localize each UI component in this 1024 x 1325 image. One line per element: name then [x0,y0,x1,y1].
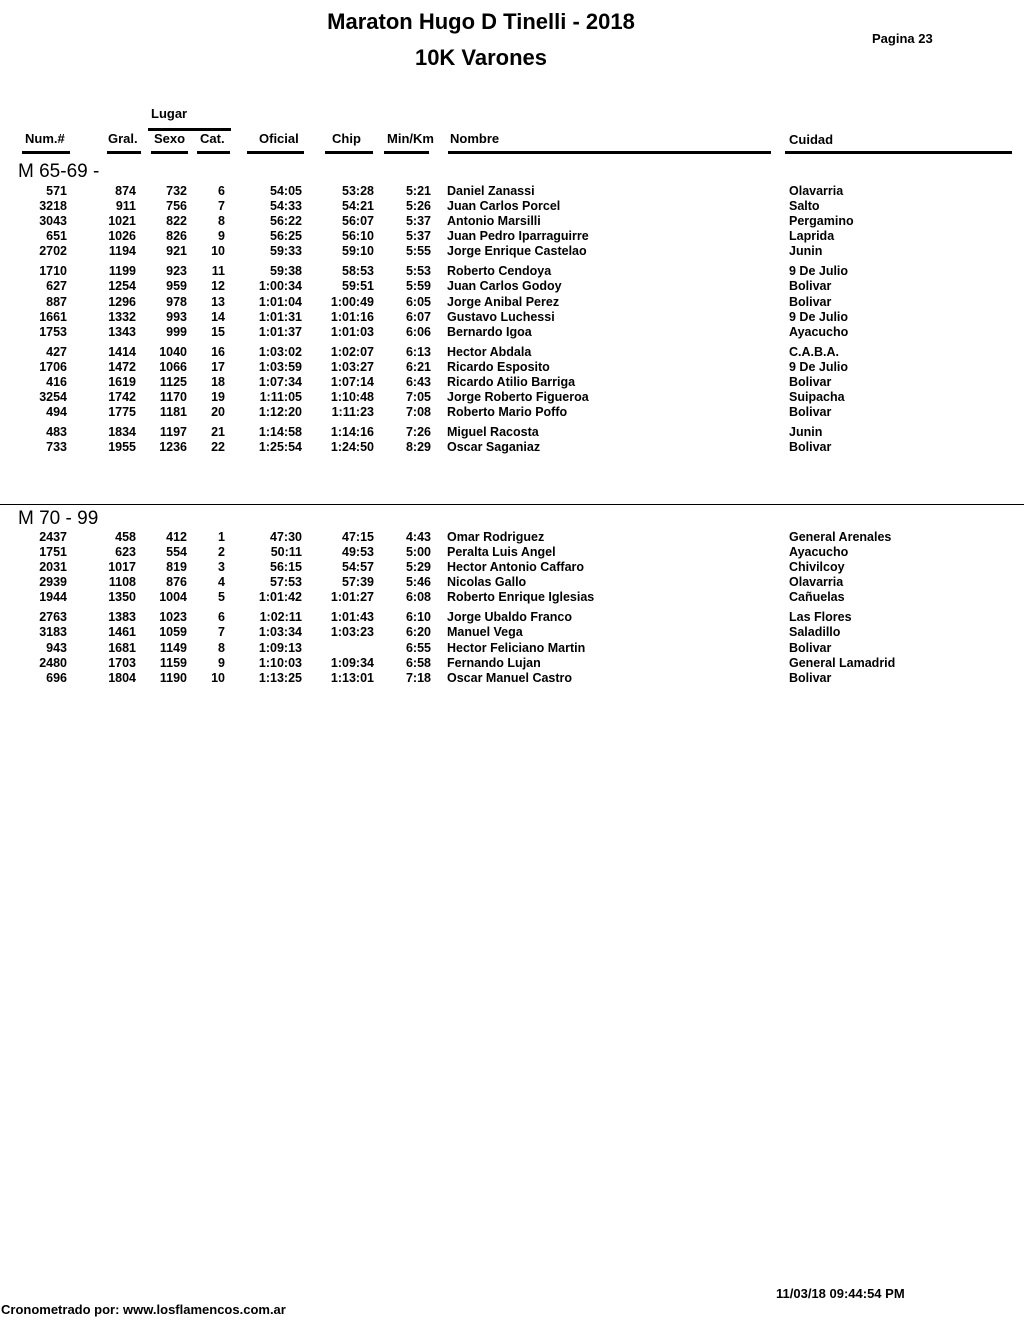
cell-chip: 1:01:43 [330,610,374,625]
cell-nombre: Gustavo Luchessi [447,309,555,324]
cell-minkm: 6:10 [405,610,431,625]
cell-cat: 18 [211,374,225,389]
cell-cat: 15 [211,324,225,339]
cell-num: 3218 [39,199,67,214]
cell-sexo: 412 [166,530,187,544]
cell-ciudad: 9 De Julio [789,264,849,279]
cell-sexo: 1040 [159,344,187,359]
cell-gral: 1343 [108,324,136,339]
cell-ciudad: Salto [789,199,820,214]
cell-nombre: Ricardo Atilio Barriga [447,374,576,389]
cell-oficial: 1:02:11 [259,610,302,625]
table-row [0,295,1024,310]
cell-num: 2031 [39,560,67,575]
cell-chip: 58:53 [342,264,374,279]
cell-gral: 1021 [108,214,136,229]
cell-gral: 1461 [108,625,136,640]
cell-minkm: 6:07 [405,309,431,324]
cell-sexo: 826 [166,229,187,244]
cell-oficial: 1:01:31 [258,309,302,324]
cell-num: 887 [46,294,67,309]
cell-gral: 1834 [108,424,136,439]
cell-oficial: 1:07:34 [258,374,302,389]
cell-ciudad: Bolivar [789,640,832,655]
cell-minkm: 5:37 [405,214,431,229]
cell-nombre: Omar Rodriguez [447,530,545,544]
col-header-minkm: Min/Km [387,131,434,146]
cell-nombre: Hector Abdala [447,344,532,359]
cell-minkm: 6:43 [405,374,431,389]
cell-chip: 53:28 [342,184,374,198]
cell-cat: 9 [218,655,225,670]
table-row [0,279,1024,294]
cell-oficial: 54:05 [270,184,302,198]
cell-nombre: Antonio Marsilli [447,214,541,229]
cell-ciudad: Olavarria [789,575,844,590]
cell-minkm: 4:43 [405,530,431,544]
cell-oficial: 56:15 [270,560,302,575]
nombre-underline [448,151,771,154]
cell-oficial: 1:03:02 [258,344,302,359]
table-row [0,530,1024,545]
col-header-lugar: Lugar [151,106,188,121]
cell-sexo: 1125 [159,374,187,389]
cell-oficial: 1:11:05 [259,389,302,404]
ciudad-underline [785,151,1012,154]
cell-ciudad: Junin [789,424,823,439]
cell-oficial: 1:03:34 [258,625,302,640]
cell-ciudad: Bolivar [789,374,832,389]
table-row [0,425,1024,440]
cell-cat: 14 [211,309,225,324]
cell-nombre: Jorge Enrique Castelao [447,244,587,259]
page-subtitle: 10K Varones [414,45,548,70]
cell-oficial: 47:30 [270,530,302,544]
cell-chip: 1:24:50 [330,440,374,454]
cell-oficial: 50:11 [270,545,302,560]
cell-oficial: 1:00:34 [258,279,302,294]
cell-oficial: 59:38 [270,264,302,279]
cell-oficial: 1:09:13 [258,640,302,655]
cell-gral: 1108 [108,575,136,590]
table-row [0,214,1024,229]
cell-sexo: 999 [166,324,187,339]
table-row [0,590,1024,605]
cell-chip: 54:21 [342,199,374,214]
cell-num: 494 [46,405,67,419]
cell-sexo: 959 [166,279,187,294]
cell-ciudad: Ayacucho [789,545,849,560]
cell-minkm: 5:46 [405,575,431,590]
cell-chip: 1:09:34 [330,655,374,670]
cell-nombre: Jorge Ubaldo Franco [447,610,573,625]
cell-num: 2702 [39,244,67,259]
cell-num: 1710 [39,264,67,279]
cell-sexo: 822 [166,214,187,229]
cell-nombre: Fernando Lujan [447,655,541,670]
cell-minkm: 6:08 [405,590,431,605]
cell-num: 651 [46,229,67,244]
cell-sexo: 1059 [159,625,187,640]
cell-gral: 874 [115,184,136,198]
cell-sexo: 1149 [159,640,187,655]
cell-minkm: 7:05 [405,389,431,404]
cell-chip: 1:03:23 [330,625,374,640]
cell-chip: 47:15 [342,530,374,544]
cell-nombre: Roberto Mario Poffo [447,405,568,419]
table-row [0,440,1024,455]
cell-cat: 8 [218,214,225,229]
cell-gral: 1703 [108,655,136,670]
cell-gral: 1254 [108,279,136,294]
cell-num: 1661 [39,309,67,324]
cell-ciudad: 9 De Julio [789,309,849,324]
cell-num: 483 [46,424,67,439]
cell-ciudad: Olavarria [789,184,844,198]
table-row [0,264,1024,279]
cell-num: 2939 [39,575,67,590]
page-title: Maraton Hugo D Tinelli - 2018 [327,9,635,34]
category-title: M 65-69 - [18,161,100,182]
cell-cat: 9 [218,229,225,244]
cell-num: 2437 [39,530,67,544]
cell-num: 696 [46,670,67,685]
cell-minkm: 5:21 [405,184,431,198]
col-header-ciudad: Cuidad [789,132,834,147]
cell-cat: 2 [218,545,225,560]
cell-gral: 1296 [108,294,136,309]
cell-minkm: 5:59 [405,279,431,294]
cell-minkm: 8:29 [405,440,431,454]
cell-nombre: Juan Carlos Porcel [447,199,561,214]
cell-minkm: 5:37 [405,229,431,244]
cell-ciudad: 9 De Julio [789,359,849,374]
cell-cat: 3 [218,560,225,575]
cell-minkm: 7:08 [405,405,431,419]
cell-cat: 19 [211,389,225,404]
category-title: M 70 - 99 [18,508,99,529]
col-header-nombre: Nombre [450,131,500,146]
cell-sexo: 993 [166,309,187,324]
cell-gral: 1681 [108,640,136,655]
cell-nombre: Nicolas Gallo [447,575,527,590]
cell-ciudad: Ayacucho [789,324,849,339]
cell-nombre: Roberto Cendoya [447,264,552,279]
cell-nombre: Juan Pedro Iparraguirre [447,229,589,244]
cell-ciudad: Junin [789,244,823,259]
print-timestamp: 11/03/18 09:44:54 PM [776,1286,905,1301]
cell-num: 1753 [39,324,67,339]
cell-cat: 17 [211,359,225,374]
cell-chip: 1:01:27 [330,590,374,605]
table-row [0,184,1024,199]
table-row [0,405,1024,420]
col-header-gral: Gral. [108,131,138,146]
cell-chip: 59:51 [342,279,374,294]
cell-ciudad: Las Flores [789,610,852,625]
col-header-cat: Cat. [200,131,225,146]
cell-num: 627 [46,279,67,294]
cell-ciudad: General Arenales [789,530,892,544]
cell-sexo: 923 [166,264,187,279]
cell-num: 427 [46,344,67,359]
cell-gral: 1017 [108,560,136,575]
cell-oficial: 1:01:42 [258,590,302,605]
cell-gral: 911 [115,199,136,214]
timing-credit: Cronometrado por: www.losflamencos.com.ar [1,1302,286,1317]
cell-cat: 7 [218,625,225,640]
cell-cat: 10 [211,670,225,685]
cell-chip: 49:53 [342,545,374,560]
cell-chip: 1:07:14 [330,374,374,389]
cell-num: 2480 [39,655,67,670]
cell-chip: 1:10:48 [330,389,374,404]
cell-cat: 7 [218,199,225,214]
cell-nombre: Miguel Racosta [447,424,539,439]
cell-gral: 1472 [108,359,136,374]
cell-gral: 1955 [108,440,136,454]
col-header-sexo: Sexo [154,131,186,146]
cell-num: 1944 [39,590,67,605]
cell-oficial: 56:25 [270,229,302,244]
chip-underline [325,151,373,154]
cell-nombre: Juan Carlos Godoy [447,279,562,294]
minkm-underline [384,151,429,154]
cat-underline [197,151,230,154]
cell-sexo: 1190 [159,670,187,685]
cell-sexo: 1004 [159,590,187,605]
cell-gral: 458 [115,530,136,544]
cell-num: 3254 [39,389,67,404]
cell-oficial: 1:13:25 [258,670,302,685]
cell-gral: 1742 [108,389,136,404]
cell-ciudad: Bolivar [789,405,832,419]
cell-gral: 1383 [108,610,136,625]
cell-ciudad: Laprida [789,229,835,244]
cell-ciudad: Bolivar [789,294,832,309]
cell-minkm: 6:05 [405,294,431,309]
cell-cat: 13 [211,294,225,309]
cell-cat: 22 [211,440,225,454]
cell-ciudad: Bolivar [789,670,832,685]
cell-sexo: 756 [166,199,187,214]
cell-cat: 20 [211,405,225,419]
cell-nombre: Ricardo Esposito [447,359,550,374]
cell-ciudad: Cañuelas [789,590,845,605]
cell-sexo: 1023 [159,610,187,625]
cell-nombre: Oscar Saganiaz [447,440,541,454]
cell-nombre: Roberto Enrique Iglesias [447,590,595,605]
cell-cat: 6 [218,184,225,198]
cell-cat: 12 [211,279,225,294]
cell-chip: 56:10 [342,229,374,244]
cell-ciudad: Bolivar [789,440,832,454]
cell-ciudad: Saladillo [789,625,841,640]
cell-minkm: 6:06 [405,324,431,339]
cell-sexo: 921 [166,244,187,259]
col-header-num: Num.# [25,131,65,146]
table-row [0,325,1024,340]
cell-oficial: 1:12:20 [258,405,302,419]
cell-cat: 21 [211,424,225,439]
table-row [0,641,1024,656]
cell-minkm: 6:55 [405,640,431,655]
cell-sexo: 554 [166,545,187,560]
cell-cat: 4 [218,575,225,590]
cell-gral: 1804 [108,670,136,685]
cell-sexo: 876 [166,575,187,590]
cell-nombre: Manuel Vega [447,625,523,640]
cell-minkm: 5:26 [405,199,431,214]
cell-chip: 54:57 [342,560,374,575]
cell-sexo: 1197 [159,424,187,439]
cell-oficial: 1:14:58 [258,424,302,439]
cell-chip: 1:02:07 [330,344,374,359]
table-row [0,310,1024,325]
cell-gral: 1619 [108,374,136,389]
cell-ciudad: General Lamadrid [789,655,896,670]
cell-gral: 1775 [108,405,136,419]
table-row [0,229,1024,244]
col-header-oficial: Oficial [259,131,299,146]
table-row [0,575,1024,590]
cell-cat: 8 [218,640,225,655]
cell-num: 3043 [39,214,67,229]
cell-cat: 11 [211,264,225,279]
cell-chip: 59:10 [342,244,374,259]
cell-sexo: 1236 [159,440,187,454]
table-row [0,244,1024,259]
cell-oficial: 1:25:54 [258,440,302,454]
table-row [0,625,1024,640]
cell-oficial: 57:53 [270,575,302,590]
table-row [0,545,1024,560]
cell-cat: 16 [211,344,225,359]
cell-nombre: Peralta Luis Angel [447,545,556,560]
cell-chip: 1:13:01 [330,670,374,685]
cell-minkm: 5:29 [405,560,431,575]
cell-sexo: 732 [166,184,187,198]
cell-nombre: Bernardo Igoa [447,324,532,339]
cell-sexo: 1159 [159,655,187,670]
cell-cat: 1 [218,530,225,544]
cell-minkm: 7:18 [405,670,431,685]
cell-sexo: 1066 [159,359,187,374]
cell-sexo: 978 [166,294,187,309]
cell-cat: 6 [218,610,225,625]
cell-cat: 10 [211,244,225,259]
cell-ciudad: C.A.B.A. [789,344,839,359]
cell-num: 571 [46,184,67,198]
section-divider [0,504,1024,505]
table-row [0,560,1024,575]
table-row [0,610,1024,625]
cell-gral: 1350 [108,590,136,605]
cell-gral: 1332 [108,309,136,324]
cell-chip: 1:01:03 [330,324,374,339]
cell-oficial: 1:01:04 [258,294,302,309]
sexo-underline [151,151,188,154]
table-row [0,375,1024,390]
cell-gral: 1194 [108,244,136,259]
cell-chip: 1:14:16 [330,424,374,439]
cell-ciudad: Pergamino [789,214,854,229]
cell-sexo: 819 [166,560,187,575]
cell-minkm: 6:13 [405,344,431,359]
cell-nombre: Daniel Zanassi [447,184,535,198]
table-row [0,390,1024,405]
cell-chip: 57:39 [342,575,374,590]
gral-underline [107,151,141,154]
cell-oficial: 1:10:03 [258,655,302,670]
cell-minkm: 6:21 [405,359,431,374]
cell-num: 3183 [39,625,67,640]
table-row [0,199,1024,214]
oficial-underline [247,151,304,154]
cell-oficial: 54:33 [270,199,302,214]
cell-num: 1751 [39,545,67,560]
cell-minkm: 6:58 [405,655,431,670]
table-row [0,671,1024,686]
cell-minkm: 5:00 [405,545,431,560]
cell-gral: 1414 [108,344,136,359]
cell-minkm: 5:55 [405,244,431,259]
cell-nombre: Hector Feliciano Martin [447,640,586,655]
num-underline [22,151,70,154]
cell-num: 2763 [39,610,67,625]
cell-num: 733 [46,440,67,454]
cell-ciudad: Suipacha [789,389,845,404]
page-number: Pagina 23 [872,31,933,46]
cell-chip: 56:07 [342,214,374,229]
table-row [0,360,1024,375]
cell-ciudad: Chivilcoy [789,560,845,575]
cell-minkm: 6:20 [405,625,431,640]
cell-nombre: Hector Antonio Caffaro [447,560,585,575]
cell-ciudad: Bolivar [789,279,832,294]
cell-num: 943 [46,640,67,655]
cell-nombre: Jorge Roberto Figueroa [447,389,589,404]
table-row [0,345,1024,360]
cell-oficial: 1:03:59 [258,359,302,374]
cell-oficial: 59:33 [270,244,302,259]
cell-chip: 1:11:23 [331,405,374,419]
cell-num: 416 [46,374,67,389]
cell-chip: 1:00:49 [330,294,374,309]
cell-num: 1706 [39,359,67,374]
cell-gral: 1026 [108,229,136,244]
cell-oficial: 56:22 [270,214,302,229]
cell-nombre: Jorge Anibal Perez [447,294,560,309]
cell-sexo: 1181 [159,405,187,419]
cell-gral: 623 [115,545,136,560]
cell-chip: 1:03:27 [330,359,374,374]
cell-oficial: 1:01:37 [258,324,302,339]
cell-chip: 1:01:16 [330,309,374,324]
cell-gral: 1199 [108,264,136,279]
cell-sexo: 1170 [159,389,187,404]
col-header-chip: Chip [332,131,361,146]
cell-minkm: 5:53 [405,264,431,279]
table-row [0,656,1024,671]
cell-nombre: Oscar Manuel Castro [447,670,573,685]
cell-cat: 5 [218,590,225,605]
cell-minkm: 7:26 [405,424,431,439]
